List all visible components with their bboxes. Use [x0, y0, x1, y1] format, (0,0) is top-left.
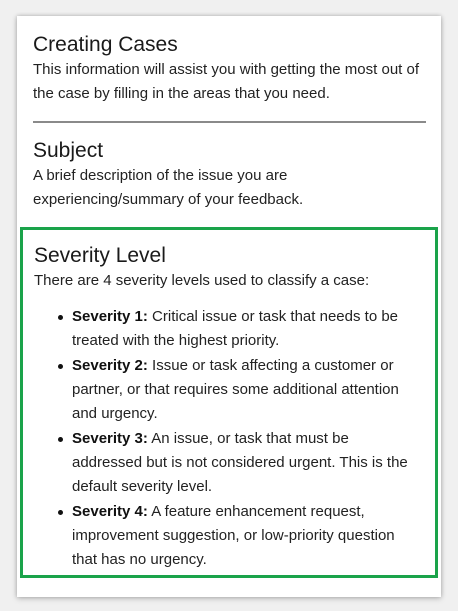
severity-text: A feature enhancement request, improvement suggestion, or low-priority question that has no urgency.: [72, 503, 395, 568]
creating-cases-section: [33, 32, 429, 106]
severity-text: Issue or task affecting a customer or partner, or that requires some additional attention and urgency.: [72, 357, 399, 422]
section-divider: [33, 121, 426, 123]
severity-list-item-1: [72, 305, 423, 353]
severity-label: Severity 4:: [72, 503, 148, 520]
severity-list-item-3: [72, 427, 423, 499]
creating-cases-description: This information will assist you with getting the most out of the case by filling in the areas that you need.: [33, 61, 420, 102]
subject-section: [33, 138, 429, 212]
help-panel: [17, 16, 441, 597]
severity-level-intro: There are 4 severity levels used to classify a case:: [34, 272, 370, 289]
creating-cases-heading: Creating Cases: [33, 33, 178, 56]
severity-text: An issue, or task that must be addressed but is not considered urgent. This is the default severity level.: [72, 430, 408, 495]
subject-heading: Subject: [33, 139, 104, 162]
bullet-icon: [58, 315, 63, 320]
severity-level-heading: Severity Level: [34, 244, 166, 267]
severity-text: Critical issue or task that needs to be treated with the highest priority.: [72, 308, 399, 349]
severity-list-item-2: [72, 354, 423, 426]
severity-list: [34, 305, 423, 572]
subject-description: A brief description of the issue you are experiencing/summary of your feedback.: [33, 167, 304, 208]
severity-list-item-4: [72, 500, 423, 572]
bullet-icon: [58, 364, 63, 369]
bullet-icon: [58, 437, 63, 442]
severity-label: Severity 3:: [72, 430, 148, 447]
severity-label: Severity 1:: [72, 308, 148, 325]
bullet-icon: [58, 510, 63, 515]
severity-level-section: [20, 227, 438, 578]
severity-label: Severity 2:: [72, 357, 148, 374]
